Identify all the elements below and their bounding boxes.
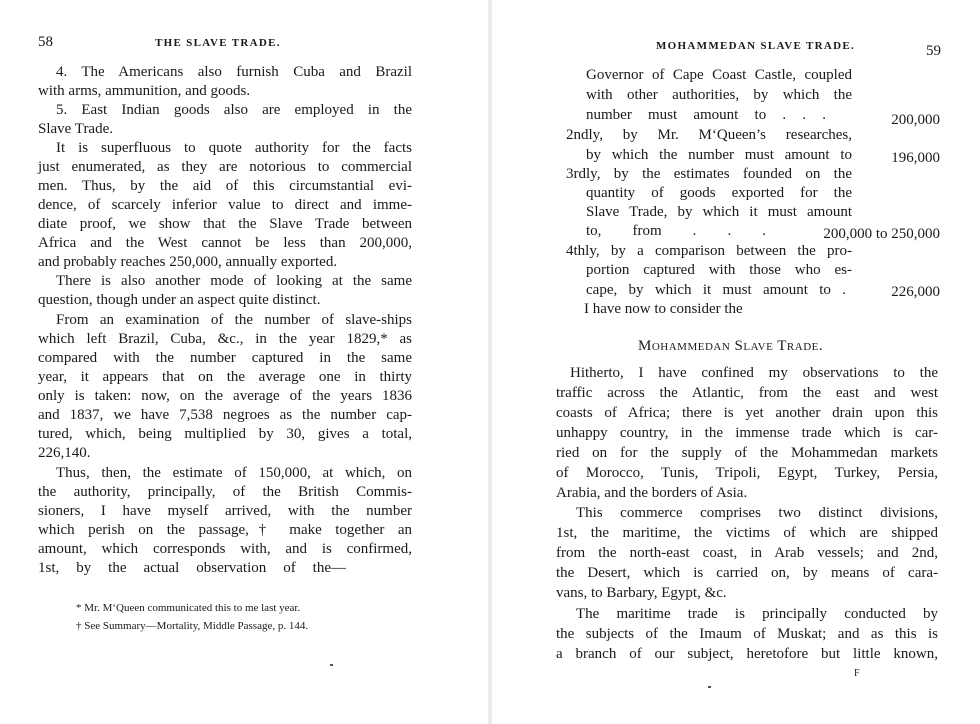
text-line: the authority, principally, of the British Commis- xyxy=(38,484,412,500)
amount-value: 200,000 to 250,000 xyxy=(823,226,940,242)
text-line: compared with the number captured in the same xyxy=(38,350,412,366)
running-head: THE SLAVE TRADE. xyxy=(155,37,281,49)
text-line: This commerce comprises two distinct divisions, xyxy=(576,505,938,521)
section-heading: Mohammedan Slave Trade. xyxy=(638,338,824,354)
page-number: 58 xyxy=(38,34,53,50)
text-line: to, from . . . xyxy=(586,223,766,239)
text-line: The maritime trade is principally conducted by xyxy=(576,606,938,622)
text-line: cape, by which it must amount to . xyxy=(586,282,846,298)
text-line: the subjects of the Imaum of Muskat; and as this is xyxy=(556,626,938,642)
text-line: vans, to Barbary, Egypt, &c. xyxy=(556,585,727,601)
text-line: I have now to consider the xyxy=(584,301,743,317)
text-line: 4. The Americans also furnish Cuba and Brazil xyxy=(56,64,412,80)
text-line: which left Brazil, Cuba, &c., in the year 1829,* as xyxy=(38,331,412,347)
text-line: 226,140. xyxy=(38,445,91,461)
text-line: question, though under an aspect quite distinct. xyxy=(38,292,321,308)
text-line: unhappy country, in the immense trade which is car- xyxy=(556,425,938,441)
text-line: amount, which corresponds with, and is confirmed, xyxy=(38,541,412,557)
text-line: diate proof, we show that the Slave Trade between xyxy=(38,216,412,232)
text-line: a branch of our subject, heretofore but little known, xyxy=(556,646,938,662)
print-speck xyxy=(330,664,333,666)
text-line: Thus, then, the estimate of 150,000, at which, on xyxy=(56,465,412,481)
print-speck xyxy=(708,686,711,688)
text-line: Slave Trade. xyxy=(38,121,113,137)
amount-value: 200,000 xyxy=(891,112,940,128)
text-line: portion captured with those who es- xyxy=(586,262,852,278)
text-line: From an examination of the number of slave-ships xyxy=(56,312,412,328)
text-line: Governor of Cape Coast Castle, coupled xyxy=(586,67,852,83)
text-line: 2ndly, by Mr. M‘Queen’s researches, xyxy=(566,127,852,143)
text-line: by which the number must amount to xyxy=(586,147,852,163)
text-line: Arabia, and the borders of Asia. xyxy=(556,485,748,501)
text-line: which perish on the passage,† make together an xyxy=(38,522,412,538)
text-line: and 1837, we have 7,538 negroes as the number cap- xyxy=(38,407,412,423)
text-line: Slave Trade, by which it must amount xyxy=(586,204,852,220)
text-line: the Desert, which is carried on, by means of cara- xyxy=(556,565,938,581)
text-line: just enumerated, as they are notorious to commercial xyxy=(38,159,412,175)
page-number: 59 xyxy=(926,43,941,59)
text-line: 1st, by the actual observation of the— xyxy=(38,560,346,576)
text-line: coasts of Africa; there is yet another drain upon this xyxy=(556,405,938,421)
text-line: with arms, ammunition, and goods. xyxy=(38,83,251,99)
right-page xyxy=(490,0,980,724)
signature-mark: F xyxy=(854,668,860,679)
text-line: There is also another mode of looking at the same xyxy=(56,273,412,289)
text-line: men. Thus, by the aid of this circumstantial evi- xyxy=(38,178,412,194)
text-line: 3rdly, by the estimates founded on the xyxy=(566,166,852,182)
text-line: 1st, the maritime, the victims of which are shipped xyxy=(556,525,938,541)
text-line: ried on for the supply of the Mohammedan markets xyxy=(556,445,938,461)
amount-value: 226,000 xyxy=(891,284,940,300)
text-line: number must amount to . . . xyxy=(586,107,826,123)
footnote: † See Summary—Mortality, Middle Passage, p. 144. xyxy=(76,620,309,632)
text-line: It is superfluous to quote authority for the facts xyxy=(56,140,412,156)
text-line: with other authorities, by which the xyxy=(586,87,852,103)
text-line: quantity of goods exported for the xyxy=(586,185,852,201)
text-line: and probably reaches 250,000, annually exported. xyxy=(38,254,338,270)
text-line: dence, of scarcely inferior value to direct and imme- xyxy=(38,197,412,213)
running-head: MOHAMMEDAN SLAVE TRADE. xyxy=(656,40,856,52)
text-line: only is taken: now, on the average of the years 1836 xyxy=(38,388,412,404)
text-line: from the north-east coast, in Arab vessels; and 2nd, xyxy=(556,545,938,561)
text-line: Africa and the West cannot be less than 200,000, xyxy=(38,235,412,251)
text-line: Hitherto, I have confined my observations to the xyxy=(570,365,938,381)
amount-value: 196,000 xyxy=(891,150,940,166)
text-line: of Morocco, Tunis, Tripoli, Egypt, Turkey, Persia, xyxy=(556,465,938,481)
text-line: sioners, I have myself arrived, with the number xyxy=(38,503,412,519)
text-line: year, it appears that on the average one in thirty xyxy=(38,369,412,385)
text-line: tured, which, being multiplied by 30, gives a total, xyxy=(38,426,412,442)
text-line: 5. East Indian goods also are employed in the xyxy=(56,102,412,118)
text-line: 4thly, by a comparison between the pro- xyxy=(566,243,852,259)
footnote: * Mr. M‘Queen communicated this to me last year. xyxy=(76,602,301,614)
text-line: traffic across the Atlantic, from the east and west xyxy=(556,385,938,401)
